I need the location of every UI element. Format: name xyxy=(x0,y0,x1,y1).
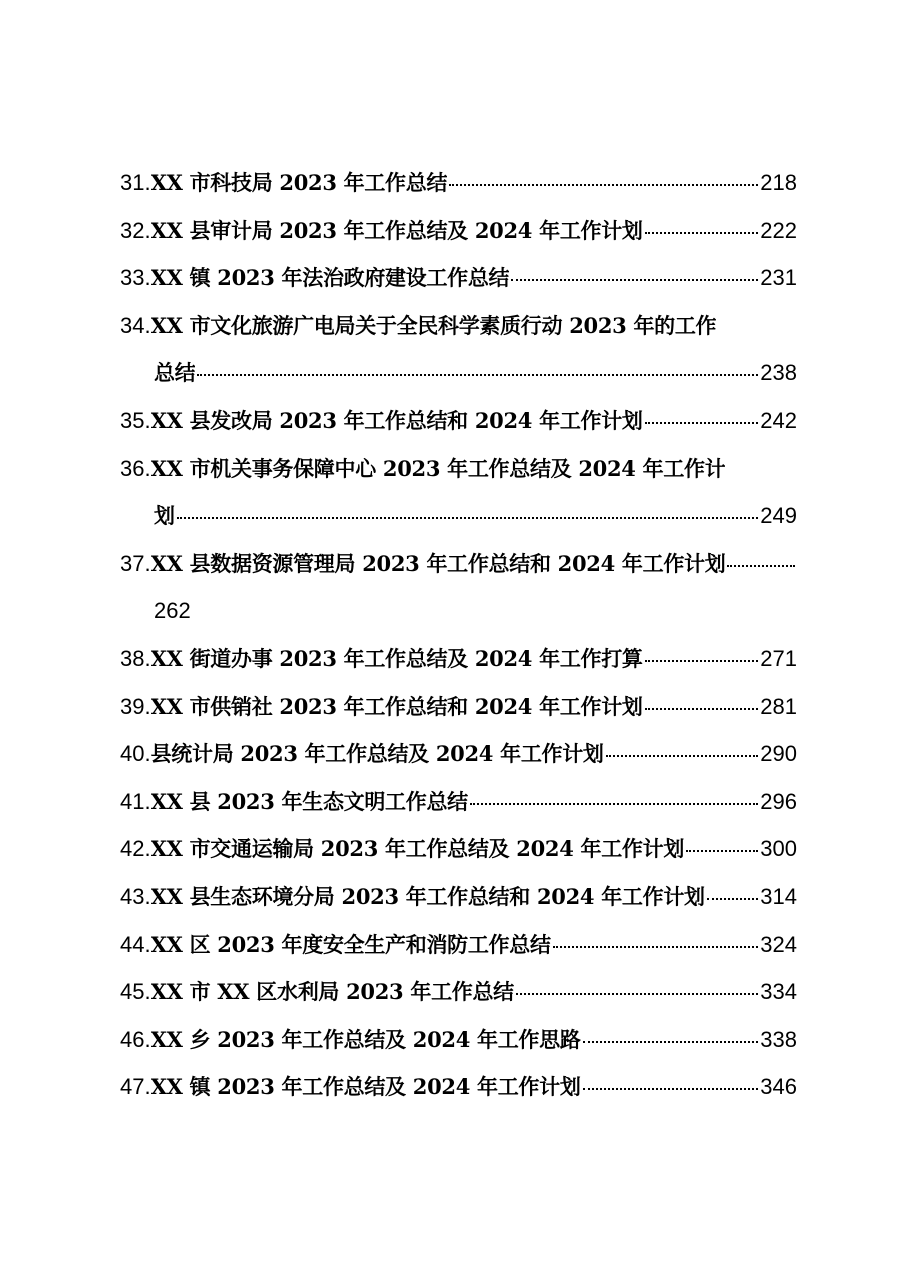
toc-entry-40[interactable] xyxy=(120,730,797,778)
dot-leader xyxy=(606,755,759,757)
toc-number: 44. xyxy=(120,931,151,957)
toc-entry-45[interactable] xyxy=(120,968,797,1016)
toc-title: XX 乡 2023 年工作总结及 2024 年工作思路 xyxy=(150,1026,581,1052)
toc-title: XX 街道办事 2023 年工作总结及 2024 年工作打算 xyxy=(150,645,643,671)
toc-entry-33[interactable] xyxy=(120,254,797,302)
toc-page-number: 346 xyxy=(760,1074,797,1100)
toc-page-number: 242 xyxy=(760,407,797,433)
toc-page-number: 249 xyxy=(760,503,797,529)
toc-entry-36-continued[interactable] xyxy=(120,492,797,540)
toc-number: 32. xyxy=(120,217,151,243)
dot-leader xyxy=(645,708,759,710)
toc-page-number: 300 xyxy=(760,836,797,862)
toc-entry-36[interactable] xyxy=(120,445,797,493)
toc-title: XX 市 XX 区水利局 2023 年工作总结 xyxy=(150,979,514,1005)
toc-title: XX 县 2023 年生态文明工作总结 xyxy=(150,788,468,814)
toc-title: XX 市供销社 2023 年工作总结和 2024 年工作计划 xyxy=(150,693,643,719)
toc-title: 县统计局 2023 年工作总结及 2024 年工作计划 xyxy=(150,741,604,767)
dot-leader xyxy=(707,898,759,900)
toc-entry-47[interactable] xyxy=(120,1063,797,1111)
toc-page-number: 334 xyxy=(760,979,797,1005)
table-of-contents xyxy=(120,159,797,1111)
toc-number: 33. xyxy=(120,265,151,291)
toc-number: 31. xyxy=(120,170,151,195)
toc-number: 38. xyxy=(120,645,151,671)
toc-page-number: 271 xyxy=(760,645,797,671)
toc-number: 34. xyxy=(120,312,151,338)
toc-title: XX 区 2023 年度安全生产和消防工作总结 xyxy=(150,931,551,957)
toc-title-continued: 总结 xyxy=(154,360,196,386)
dot-leader xyxy=(727,565,795,567)
dot-leader xyxy=(553,946,759,948)
toc-page-number: 324 xyxy=(760,931,797,957)
toc-page-number: 290 xyxy=(760,741,797,767)
toc-title: XX 县审计局 2023 年工作总结及 2024 年工作计划 xyxy=(150,217,643,243)
toc-title: XX 市文化旅游广电局关于全民科学素质行动 2023 年的工作 xyxy=(150,312,717,338)
dot-leader xyxy=(583,1088,759,1090)
toc-page-number: 262 xyxy=(154,598,191,624)
toc-page-number: 238 xyxy=(760,360,797,386)
dot-leader xyxy=(197,374,758,376)
toc-entry-31[interactable] xyxy=(120,159,797,207)
toc-number: 45. xyxy=(120,979,151,1005)
toc-entry-39[interactable] xyxy=(120,683,797,731)
toc-entry-32[interactable] xyxy=(120,207,797,255)
toc-entry-34[interactable] xyxy=(120,302,797,350)
toc-title-continued: 划 xyxy=(154,503,175,529)
toc-number: 37. xyxy=(120,550,151,576)
toc-title: XX 市交通运输局 2023 年工作总结及 2024 年工作计划 xyxy=(150,836,685,862)
toc-number: 40. xyxy=(120,741,151,767)
toc-page-number: 338 xyxy=(760,1026,797,1052)
toc-title: XX 市机关事务保障中心 2023 年工作总结及 2024 年工作计 xyxy=(150,455,726,481)
toc-entry-46[interactable] xyxy=(120,1016,797,1064)
toc-number: 47. xyxy=(120,1074,151,1100)
toc-page-number: 231 xyxy=(760,265,797,291)
toc-number: 35. xyxy=(120,407,151,433)
toc-number: 43. xyxy=(120,883,151,909)
toc-title: XX 县数据资源管理局 2023 年工作总结和 2024 年工作计划 xyxy=(150,550,726,576)
toc-entry-42[interactable] xyxy=(120,825,797,873)
toc-page-number: 222 xyxy=(760,217,797,243)
dot-leader xyxy=(645,422,759,424)
toc-entry-44[interactable] xyxy=(120,921,797,969)
toc-number: 42. xyxy=(120,836,151,862)
toc-entry-37-continued[interactable] xyxy=(120,587,797,635)
toc-entry-35[interactable] xyxy=(120,397,797,445)
dot-leader xyxy=(511,279,758,281)
toc-page-number: 314 xyxy=(760,883,797,909)
toc-number: 36. xyxy=(120,455,151,481)
toc-page-number: 296 xyxy=(760,788,797,814)
toc-page-number: 281 xyxy=(760,693,797,719)
toc-entry-37[interactable] xyxy=(120,540,797,588)
toc-number: 46. xyxy=(120,1026,151,1052)
toc-title: XX 镇 2023 年工作总结及 2024 年工作计划 xyxy=(150,1074,581,1100)
dot-leader xyxy=(470,803,758,805)
toc-number: 39. xyxy=(120,693,151,719)
toc-page-number: 218 xyxy=(760,170,797,195)
dot-leader xyxy=(516,993,758,995)
dot-leader xyxy=(177,517,759,519)
toc-entry-38[interactable] xyxy=(120,635,797,683)
toc-number: 41. xyxy=(120,788,151,814)
dot-leader xyxy=(686,850,758,852)
dot-leader xyxy=(449,184,758,186)
toc-title: XX 市科技局 2023 年工作总结 xyxy=(150,170,448,195)
toc-entry-43[interactable] xyxy=(120,873,797,921)
dot-leader xyxy=(645,660,759,662)
toc-title: XX 县发改局 2023 年工作总结和 2024 年工作计划 xyxy=(150,407,643,433)
toc-title: XX 县生态环境分局 2023 年工作总结和 2024 年工作计划 xyxy=(150,883,705,909)
toc-entry-34-continued[interactable] xyxy=(120,349,797,397)
dot-leader xyxy=(645,232,759,234)
toc-entry-41[interactable] xyxy=(120,778,797,826)
dot-leader xyxy=(583,1041,759,1043)
toc-title: XX 镇 2023 年法治政府建设工作总结 xyxy=(150,265,510,291)
